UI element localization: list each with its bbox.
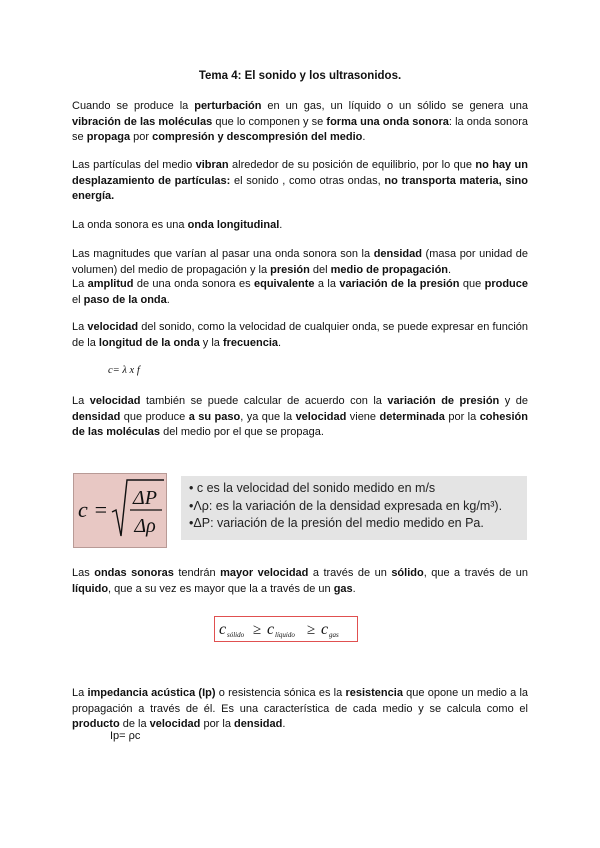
text-run: La [72, 395, 90, 407]
text-run: que opone un medio a la propagación a través de él. Es una característica de cada medio y se calcula como el [72, 687, 529, 715]
text-run: Cuando se produce la [72, 100, 195, 112]
text-run: , que a través de un [423, 567, 529, 579]
bold-run: sólido [391, 567, 424, 579]
text-run: La [72, 687, 88, 699]
text-run: . [282, 718, 286, 730]
impedance-formula: Ip= ρc [110, 730, 141, 742]
bold-run: perturbación [194, 100, 262, 112]
bold-run: a su paso [188, 410, 241, 423]
ineq-op2: ≥ [307, 622, 316, 638]
paragraph-onda-longitudinal [72, 218, 528, 234]
text-run: . [362, 131, 366, 143]
bold-run: variación de presión [387, 395, 500, 407]
text-run: del [309, 263, 331, 276]
text-run: a la [314, 278, 340, 290]
bold-run: onda longitudinal [187, 219, 280, 231]
bold-run: paso de la onda [83, 293, 167, 306]
bold-run: densidad [373, 248, 422, 260]
text-run: . [352, 582, 356, 595]
text-run: por la [200, 718, 235, 730]
text-run: del sonido, como la velocidad de cualquier onda, se puede expresar en función de la [72, 321, 528, 349]
formula-legend [181, 476, 527, 540]
bold-run: longitud de la onda [98, 336, 200, 349]
text-run: que produce [120, 410, 189, 423]
bold-run: frecuencia [222, 336, 279, 349]
bold-run: compresión y descompresión del medio [152, 131, 363, 143]
formula-lhs: c = [78, 497, 109, 522]
bold-run: no hay un desplazamiento de partículas: [72, 159, 528, 187]
bold-run: gas [333, 582, 353, 595]
ineq-c2: c [267, 621, 275, 638]
bold-run: líquido [72, 582, 109, 595]
text-run: viene [346, 410, 380, 423]
text-run: también se puede calcular de acuerdo con la [140, 395, 388, 407]
text-run: a través de un [308, 567, 392, 579]
legend-line-c: • c es la velocidad del sonido medido en m/s [189, 481, 436, 495]
text-run: y la [199, 336, 223, 349]
text-run: La [72, 278, 88, 290]
paragraph-particulas [72, 158, 528, 205]
paragraph-ondas-sonoras [72, 566, 528, 597]
ineq-sub-liquido: líquido [275, 631, 295, 639]
bold-run: medio de propagación [330, 263, 449, 276]
page-title: Tema 4: El sonido y los ultrasonidos. [198, 70, 402, 82]
velocity-inequality-box [214, 616, 358, 642]
text-run: Las partículas del medio [72, 159, 196, 171]
formula-denominator: Δρ [134, 515, 156, 537]
text-run: La [72, 321, 88, 333]
text-run: por la [444, 410, 480, 423]
bold-run: equivalente [254, 278, 315, 290]
bold-run: no transporta materia, sino energía. [72, 174, 528, 202]
text-run: , que a su vez es mayor que la a través de un [108, 582, 334, 595]
bold-run: propaga [86, 131, 131, 143]
velocity-inequality [215, 617, 357, 641]
text-run: . [166, 293, 170, 306]
bold-run: velocidad [149, 718, 201, 730]
text-run: alrededor de su posición de equilibrio, por lo que [228, 159, 476, 171]
text-run: Las [72, 567, 95, 579]
bold-run: forma una onda sonora [326, 115, 449, 128]
sound-speed-formula-box [73, 473, 167, 548]
bold-run: velocidad [295, 410, 347, 423]
ineq-sub-solido: sólido [227, 631, 245, 639]
bold-run: impedancia acústica (Ip) [87, 687, 216, 699]
paragraph-magnitudes [72, 247, 528, 278]
text-run: , ya que la [240, 410, 296, 423]
bold-run: vibración de las moléculas [72, 115, 213, 128]
text-run: de una onda sonora es [133, 278, 254, 290]
bold-run: resistencia [345, 687, 403, 699]
text-run: . [278, 336, 282, 349]
sound-speed-formula [74, 474, 166, 547]
text-run: que lo componen y se [212, 115, 327, 128]
ineq-sub-gas: gas [329, 631, 339, 639]
bold-run: variación de la presión [339, 278, 460, 290]
bold-run: presión [270, 263, 310, 276]
bold-run: amplitud [87, 278, 134, 290]
text-run: . [448, 263, 452, 276]
ineq-c3: c [321, 621, 329, 638]
bold-run: ondas sonoras [94, 567, 174, 579]
text-run: . [279, 219, 283, 231]
text-run: : la onda sonora se [72, 115, 529, 143]
bold-run: determinada [379, 410, 445, 423]
text-run: el sonido , como otras ondas, [230, 174, 385, 187]
text-run: del medio por el que se propaga. [160, 426, 324, 438]
bold-run: mayor velocidad [220, 567, 309, 579]
bold-run: velocidad [89, 395, 141, 407]
bold-run: cohesión de las moléculas [72, 410, 528, 438]
text-run: de la [119, 718, 150, 730]
text-run: o resistencia sónica es la [215, 687, 346, 699]
paragraph-velocidad [72, 320, 528, 351]
paragraph-amplitud [72, 277, 528, 308]
legend-line-density: •Λρ: es la variación de la densidad expresada en kg/m³). [189, 498, 503, 513]
text-run: en un gas, un líquido o un sólido se genera una [261, 100, 528, 112]
text-run: que [459, 278, 485, 290]
formula-numerator: ΔP [133, 487, 157, 509]
legend-line-pressure: •ΔP: variación de la presión del medio medido en Pa. [189, 516, 484, 530]
bold-run: velocidad [87, 321, 139, 333]
bold-run: vibran [195, 159, 229, 171]
wave-speed-formula: c= λ x f [108, 365, 140, 376]
text-run: tendrán [173, 567, 221, 579]
bold-run: producto [72, 718, 120, 730]
text-run: (masa por unidad de volumen) del medio de propagación y la [72, 248, 529, 276]
paragraph-impedancia [72, 686, 528, 733]
text-run: Las magnitudes que varían al pasar una onda sonora son la [72, 248, 374, 260]
bold-run: densidad [72, 410, 121, 423]
paragraph-velocidad-presion [72, 394, 528, 441]
text-run: y de [499, 395, 528, 407]
text-run: el [72, 293, 84, 306]
text-run: La onda sonora es una [72, 219, 188, 231]
ineq-op1: ≥ [253, 622, 262, 638]
bold-run: produce [484, 278, 528, 290]
bold-run: densidad [234, 718, 283, 730]
text-run: por [130, 131, 153, 143]
ineq-c1: c [219, 621, 227, 638]
paragraph-perturbacion [72, 99, 528, 146]
